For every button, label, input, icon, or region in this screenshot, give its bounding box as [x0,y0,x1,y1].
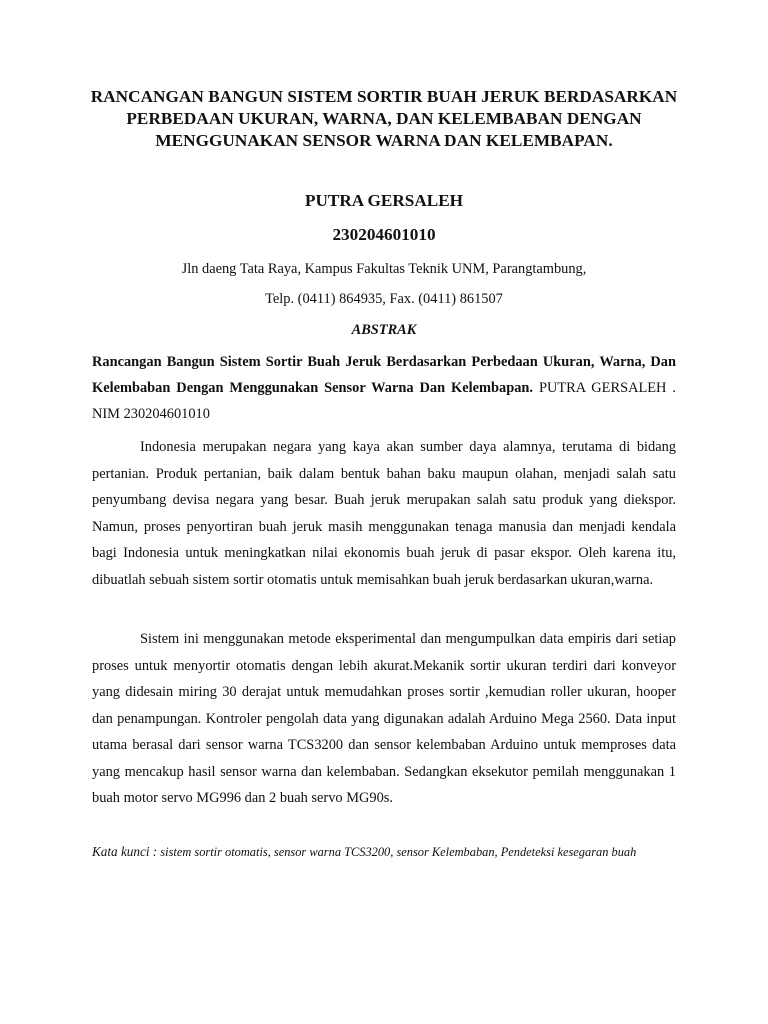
student-id: 230204601010 [332,225,436,244]
abstract-citation [92,349,676,427]
keywords [92,843,676,861]
abstract-paragraph-2: Sistem ini menggunakan metode eksperimental dan mengumpulkan data empiris dari setiap proses untuk menyortir otomatis dengan lebih akurat.Mekanik sortir ukuran terdiri dari konveyor yang didesain miring 30 derajat untuk memudahkan proses sortir ,kemudian roller ukuran, hooper dan penampungan. Kontroler pengolah data yang digunakan adalah Arduino Mega 2560. Data input utama berasal dari sensor warna TCS3200 dan sensor kelembaban Arduino untuk memproses data yang mencakup hasil sensor warna dan kelembaban. Sedangkan eksekutor pemilah menggunakan 1 buah motor servo MG996 dan 2 buah servo MG90s. [92,631,676,806]
author-name: PUTRA GERSALEH [304,191,464,210]
abstract-heading: ABSTRAK [351,322,417,338]
abstract-bold-title: Rancangan Bangun Sistem Sortir Buah Jeruk Berdasarkan Perbedaan Ukuran, Warna, Dan Kelembaban Dengan Menggunakan Sensor Warna Dan Kelembapan. [92,354,676,396]
keywords-list: sistem sortir otomatis, sensor warna TCS3200, sensor Kelembaban, Pendeteksi kesegaran buah [157,845,637,859]
abstract-author-nim: PUTRA GERSALEH . NIM 230204601010 [92,380,676,422]
address-line-2: Telp. (0411) 864935, Fax. (0411) 861507 [265,291,503,307]
keywords-label: Kata kunci : [92,844,158,859]
abstract-paragraph-1: Indonesia merupakan negara yang kaya akan sumber daya alamnya, terutama di bidang pertanian. Produk pertanian, baik dalam bentuk bahan baku maupun olahan, menjadi salah satu penyumbang devisa negara yang besar. Buah jeruk merupakan salah satu produk yang diekspor. Namun, proses penyortiran buah jeruk masih menggunakan tenaga manusia dan menjadi kendala bagi Indonesia untuk meningkatkan nilai ekonomis buah jeruk di pasar ekspor. Oleh karena itu, dibuatlah sebuah sistem sortir otomatis untuk memisahkan buah jeruk berdasarkan ukuran,warna. [92,439,676,588]
address-line-1: Jln daeng Tata Raya, Kampus Fakultas Teknik UNM, Parangtambung, [181,261,587,277]
paper-title: RANCANGAN BANGUN SISTEM SORTIR BUAH JERUK BERDASARKAN PERBEDAAN UKURAN, WARNA, DAN KELEMBABAN DENGAN MENGGUNAKAN SENSOR WARNA DAN KELEMBAPAN. [90,87,678,150]
